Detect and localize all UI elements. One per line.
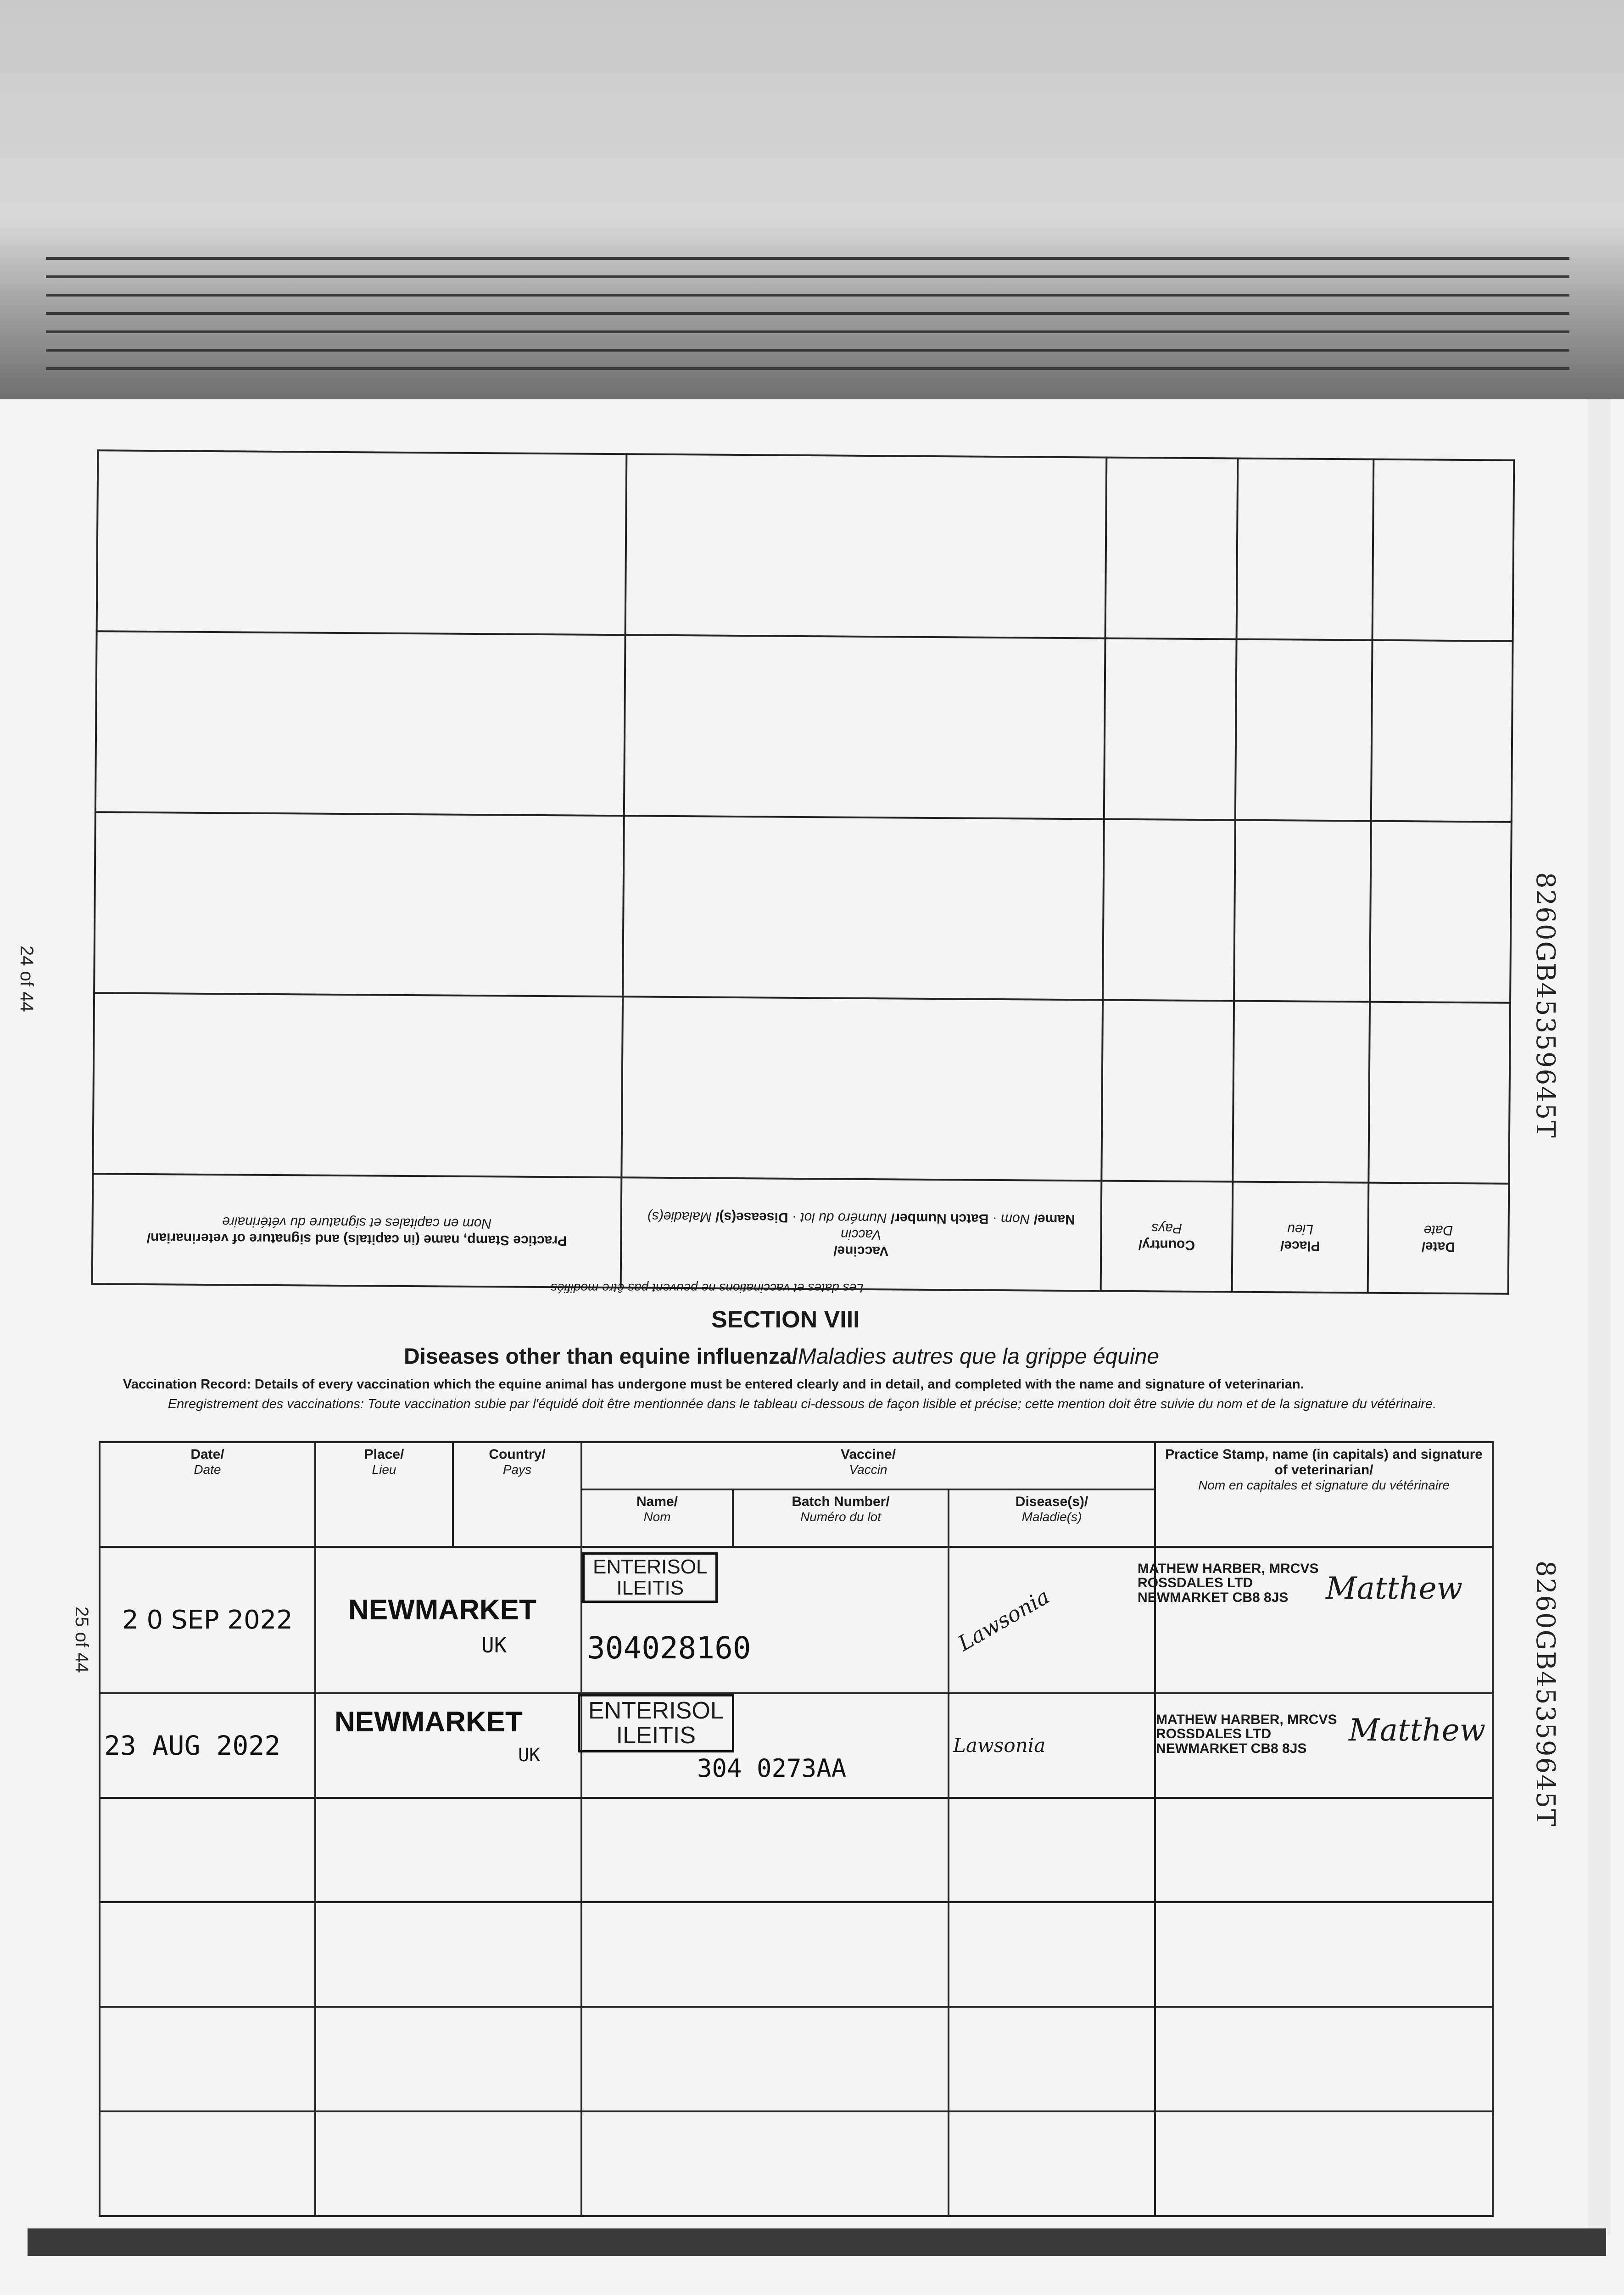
vaccine-stamp: ENTERISOL ILEITIS	[578, 1694, 734, 1752]
header-batch-number: Batch Number/ Numéro du lot	[733, 1489, 949, 1547]
cell-vaccine-batch: ENTERISOL ILEITIS 304028160	[581, 1547, 949, 1693]
page-edge-strip	[1588, 399, 1611, 2235]
page-edge-lines	[46, 257, 1569, 376]
header-practice-stamp: Practice Stamp, name (in capitals) and signature of veterinarian/ Nom en capitales et signature du vétérinaire	[1155, 1442, 1493, 1547]
upper-disclaimer: Les dates et vaccinations ne peuvent pas être modifiés	[551, 1281, 864, 1295]
cell-practice-stamp	[1155, 1693, 1493, 1798]
table-row	[100, 1547, 1493, 1693]
cell-disease: Lawsonia	[949, 1693, 1155, 1798]
section-subtitle: Diseases other than equine influenza/Maladies autres que la grippe équine	[404, 1344, 1160, 1369]
cell-date: 23 AUG 2022	[100, 1693, 315, 1798]
document-id-lower: 8260GB45359645T	[1530, 1561, 1560, 1827]
vet-stamp: MATHEW HARBER, MRCVS ROSSDALES LTD NEWMARKET CB8 8JS	[1156, 1712, 1337, 1756]
header-vaccine: Vaccine/ Vaccin	[581, 1442, 1155, 1489]
lower-vaccination-table	[99, 1441, 1494, 2217]
header-vaccine-name: Name/ Nom	[581, 1489, 733, 1547]
table-row-empty	[100, 2007, 1493, 2111]
cell-date: 2 0 SEP 2022	[100, 1547, 315, 1693]
table-row-empty	[100, 1798, 1493, 1903]
page-number-lower: 25 of 44	[72, 1606, 92, 1673]
instructions-fr: Enregistrement des vaccinations: Toute vaccination subie par l'équidé doit être mentionnée dans le tableau ci-dessous de façon lisible et précise; cette mention doit être suivie du nom et de la signature du vétérinaire.	[167, 1397, 1437, 1411]
vet-signature: Matthew	[1326, 1570, 1463, 1606]
page-number-upper: 24 of 44	[17, 946, 37, 1012]
instructions-en: Vaccination Record: Details of every vaccination which the equine animal has undergone must be entered clearly and in detail, and completed with the name and signature of veterinarian.	[123, 1377, 1304, 1392]
cell-place-country: NEWMARKET UK	[315, 1693, 581, 1798]
header-place: Place/ Lieu	[315, 1442, 453, 1547]
upper-header-vaccine: Vaccine/ Vaccin Name/ Nom · Batch Number/ Numéro du lot · Disease(s)/ Maladie(s)	[621, 1177, 1102, 1291]
header-date: Date/ Date	[100, 1442, 315, 1547]
table-row-empty	[100, 2111, 1493, 2216]
cell-place-country: NEWMARKET UK	[315, 1547, 581, 1693]
section-title: SECTION VIII	[711, 1306, 860, 1333]
vet-signature: Matthew	[1349, 1712, 1486, 1748]
upper-header-country: Country/ Pays	[1101, 1181, 1233, 1292]
header-country: Country/ Pays	[453, 1442, 581, 1547]
cell-disease: Lawsonia	[949, 1547, 1155, 1693]
table-row	[100, 1693, 1493, 1798]
header-diseases: Disease(s)/ Maladie(s)	[949, 1489, 1155, 1547]
upper-vaccination-table	[91, 449, 1515, 1295]
vaccine-stamp: ENTERISOL ILEITIS	[582, 1552, 718, 1603]
cell-practice-stamp	[1138, 1547, 1493, 1693]
table-row-empty	[100, 1902, 1493, 2007]
upper-header-stamp: Practice Stamp, name (in capitals) and signature of veterinarian/ Nom en capitales et signature du vétérinaire	[92, 1174, 622, 1287]
cell-vaccine-batch: ENTERISOL ILEITIS 304 0273AA	[581, 1693, 949, 1798]
upper-header-date: Date/ Date	[1368, 1183, 1509, 1294]
scan-bottom-edge	[28, 2228, 1606, 2256]
vet-stamp: MATHEW HARBER, MRCVS ROSSDALES LTD NEWMARKET CB8 8JS	[1138, 1561, 1319, 1605]
upper-header-place: Place/ Lieu	[1232, 1182, 1369, 1293]
document-id-upper: 8260GB45359645T	[1530, 872, 1560, 1139]
